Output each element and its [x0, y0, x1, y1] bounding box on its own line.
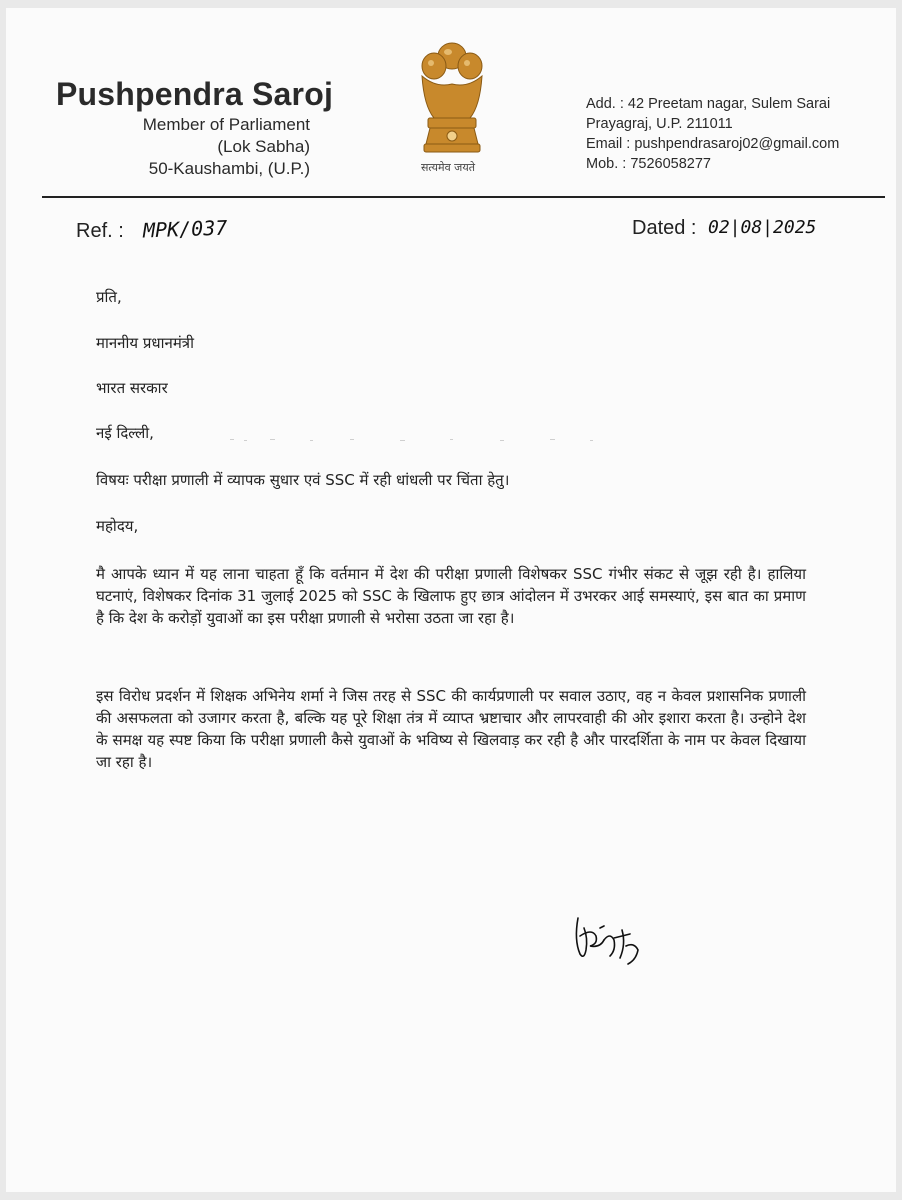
member-house: (Lok Sabha): [217, 137, 310, 156]
email-line: Email : pushpendrasaroj02@gmail.com: [586, 136, 840, 152]
signature: [570, 910, 650, 970]
contact-block: [586, 94, 839, 174]
date-value: 02|08|2025: [708, 217, 817, 238]
recipient-to: प्रति,: [96, 288, 122, 306]
ref-number: MPK/037: [142, 215, 228, 243]
member-designation: Member of Parliament: [142, 115, 310, 134]
member-constituency: 50-Kaushambi, (U.P.): [148, 159, 310, 178]
member-name: Pushpendra Saroj: [56, 76, 334, 112]
member-details: [110, 114, 310, 180]
emblem-motto: सत्यमेव जयते: [420, 161, 475, 174]
recipient-line-2: भारत सरकार: [96, 379, 168, 397]
ref-label: Ref. :: [76, 220, 124, 242]
header-divider: [42, 196, 885, 198]
recipient-line-3: नई दिल्ली,: [96, 424, 154, 442]
scan-noise: [230, 437, 610, 443]
address-line-2: Prayagraj, U.P. 211011: [586, 116, 733, 132]
body-paragraph-2: इस विरोध प्रदर्शन में शिक्षक अभिनेय शर्मा ने जिस तरह से SSC की कार्यप्रणाली पर सवाल उठाए, वह न केवल प्रशासनिक प्रणाली की असफलता को उजागर करता है, बल्कि यह पूरे शिक्षा तंत्र में व्याप्त भ्रष्टाचार और लापरवाही की ओर इशारा करता है। उन्होने देश के समक्ष यह स्पष्ट किया कि परीक्षा प्रणाली कैसे युवाओं के भविष्य से खिलवाड़ कर रही है और पारदर्शिता के नाम पर केवल दिखाया जा रहा है।: [96, 687, 806, 771]
subject-line: विषयः परीक्षा प्रणाली में व्यापक सुधार एवं SSC में रही धांधली पर चिंता हेतु।: [96, 471, 510, 489]
date-label: Dated :: [632, 217, 697, 239]
recipient-line-1: माननीय प्रधानमंत्री: [96, 334, 194, 352]
body-paragraph-1: मै आपके ध्यान में यह लाना चाहता हूँ कि वर्तमान में देश की परीक्षा प्रणाली विशेषकर SSC गंभीर संकट से जूझ रही है। हालिया घटनाएं, विशेषकर दिनांक 31 जुलाई 2025 को SSC के खिलाफ हुए छात्र आंदोलन में उभरकर आई समस्याएं, इस बात का प्रमाण है कि देश के करोड़ों युवाओं का इस परीक्षा प्रणाली से भरोसा उठता जा रहा है।: [96, 565, 806, 627]
mobile-line: Mob. : 7526058277: [586, 156, 711, 172]
greeting: महोदय,: [96, 517, 139, 535]
address-line-1: Add. : 42 Preetam nagar, Sulem Sarai: [586, 96, 831, 112]
